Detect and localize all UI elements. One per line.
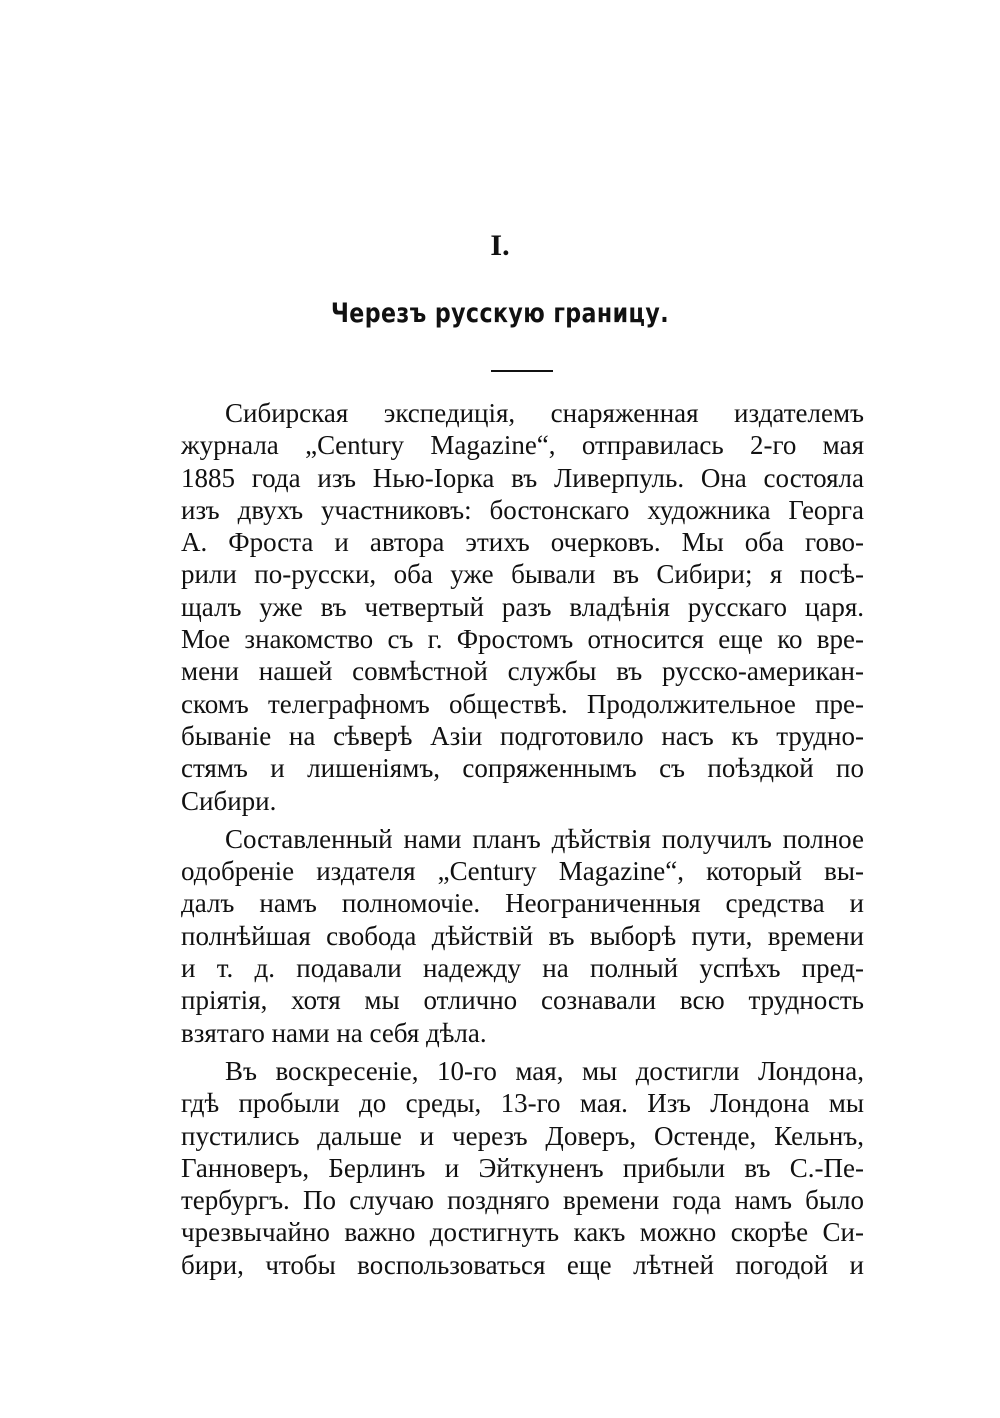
text-line: Составленный нами планъ дѣйствія получилъ полное — [225, 823, 864, 854]
chapter-number: I. — [490, 229, 510, 262]
text-line: щалъ уже въ четвертый разъ владѣнія русскаго царя. — [181, 591, 864, 622]
title-divider — [491, 370, 553, 372]
text-line: одобреніе издателя „Century Magazine“, который вы- — [181, 856, 864, 887]
text-line: пріятія, хотя мы отлично сознавали всю трудность — [181, 985, 864, 1016]
paragraph-1 — [181, 397, 864, 817]
text-line: Сибирская экспедиція, снаряженная издателемъ — [225, 398, 864, 428]
text-line: рили по-русски, оба уже бывали въ Сибири; я посѣ- — [181, 559, 864, 590]
text-line: гдѣ пробыли до среды, 13-го мая. Изъ Лондона мы — [181, 1088, 864, 1119]
text-line: бири, чтобы воспользоваться еще лѣтней погодой и — [181, 1249, 864, 1280]
text-line: Сибири. — [181, 785, 277, 816]
text-line: тербургъ. По случаю поздняго времени года намъ было — [181, 1185, 864, 1216]
text-line: журнала „Century Magazine“, отправилась 2-го мая — [181, 430, 864, 461]
chapter-title: Черезъ русскую границу. — [330, 298, 670, 329]
text-line: быванiе на сѣверѣ Азіи подготовило насъ къ трудно- — [181, 720, 864, 751]
text-line: скомъ телеграфномъ обществѣ. Продолжительное пре- — [181, 688, 864, 719]
text-line: изъ двухъ участниковъ: бостонскаго художника Георга — [181, 494, 864, 525]
text-line: пустились дальше и черезъ Доверъ, Остенде, Кельнъ, — [181, 1120, 864, 1151]
text-line: Мое знакомство съ г. Фростомъ относится еще ко вре- — [181, 624, 864, 655]
text-line: далъ намъ полномочіе. Неограниченныя средства и — [181, 888, 864, 919]
text-line: и т. д. подавали надежду на полный успѣхъ пред- — [181, 953, 864, 984]
text-line: Ганноверъ, Берлинъ и Эйткуненъ прибыли въ С.-Пе- — [181, 1152, 864, 1183]
text-line: мени нашей совмѣстной службы въ русско-американ- — [181, 656, 864, 687]
text-line: А. Фроста и автора этихъ очерковъ. Мы оба гово- — [181, 527, 864, 558]
text-line: полнѣйшая свобода дѣйствій въ выборѣ пути, времени — [181, 920, 864, 951]
paragraph-3 — [181, 1055, 864, 1281]
chapter-body — [181, 397, 864, 1281]
text-line: чрезвычайно важно достигнуть какъ можно скорѣе Си- — [181, 1217, 864, 1248]
text-line: 1885 года изъ Нью-Іорка въ Ливерпуль. Она состояла — [181, 462, 864, 493]
text-line: стямъ и лишеніямъ, сопряженнымъ съ поѣздкой по — [181, 753, 864, 784]
paragraph-2 — [181, 823, 864, 1049]
text-line: Въ воскресеніе, 10-го мая, мы достигли Лондона, — [225, 1055, 864, 1086]
text-line: взятаго нами на себя дѣла. — [181, 1017, 487, 1048]
